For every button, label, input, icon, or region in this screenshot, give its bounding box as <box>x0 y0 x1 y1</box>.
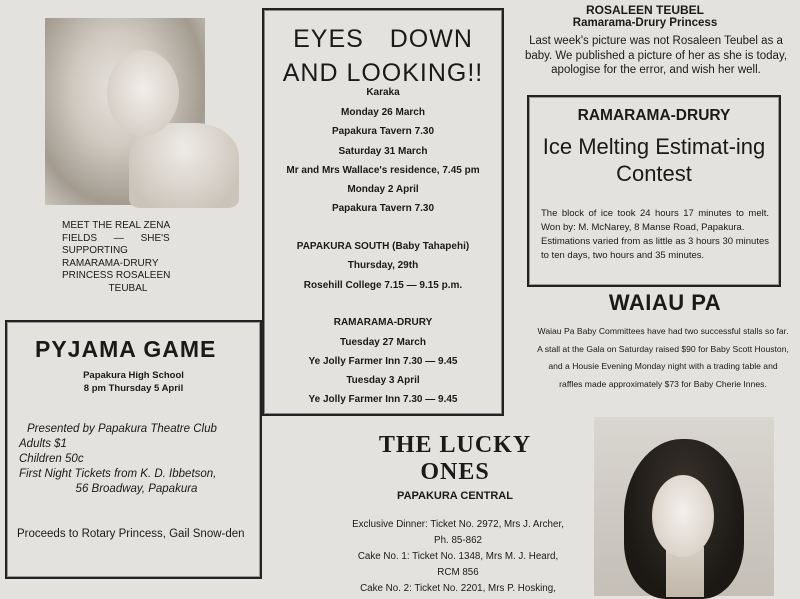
ice-contest-paragraph: The block of ice took 24 hours 17 minutes to melt. Won by: M. McNarey, 8 Manse Road, Papakura. <box>541 208 769 233</box>
rosaleen-subtitle: Ramarama-Drury Princess <box>572 17 718 29</box>
eyes-down-line: Thursday, 29th <box>347 260 419 271</box>
zena-caption-line: SUPPORTING <box>62 245 128 256</box>
pyjama-game-time: 8 pm Thursday 5 April <box>83 383 184 394</box>
ice-contest-title: Ice Melting Estimat-ing Contest <box>542 134 766 186</box>
lucky-ones-line: Cake No. 2: Ticket No. 2201, Mrs P. Hosking, <box>360 583 556 594</box>
pyjama-game-title: PYJAMA GAME <box>35 336 217 362</box>
eyes-down-line: Tuesday 3 April <box>346 375 420 386</box>
lucky-ones-line: Cake No. 1: Ticket No. 1348, Mrs M. J. Heard, <box>357 551 559 562</box>
pyjama-game-detail-line: 56 Broadway, Papakura <box>75 483 198 495</box>
eyes-down-line: Monday 2 April <box>347 184 419 195</box>
eyes-down-line: Ye Jolly Farmer Inn 7.30 — 9.45 <box>308 394 458 405</box>
lucky-ones-line: Exclusive Dinner: Ticket No. 2972, Mrs J. Archer, <box>352 519 564 530</box>
lucky-ones-body <box>338 517 578 597</box>
pyjama-game-detail-line: Presented by Papakura Theatre Club <box>27 423 217 435</box>
rosaleen-title: ROSALEEN TEUBEL <box>585 3 704 17</box>
waiau-body: Waiau Pa Baby Committees have had two successful stalls so far. A stall at the Gala on Saturday raised $90 for Baby Scott Houston, and a Housie Evening Monday night with a trading table and raffles made approximately $73 for Baby Cherie Innes. <box>537 326 789 389</box>
zena-caption-line: TEUBAL <box>108 282 148 294</box>
lucky-ones-title <box>340 432 570 486</box>
zena-caption-line: PRINCESS ROSALEEN <box>62 270 171 281</box>
waiau-title: WAIAU PA <box>608 290 722 315</box>
pyjama-game-detail-line: Adults $1 <box>19 438 67 450</box>
eyes-down-line: Karaka <box>366 87 400 98</box>
ice-contest-box <box>527 95 781 287</box>
eyes-down-title-line: AND LOOKING!! <box>282 59 484 87</box>
lucky-ones-line: RCM 856 <box>437 567 479 578</box>
zena-caption <box>62 220 194 295</box>
lucky-ones-line: Ph. 85-862 <box>434 535 482 546</box>
lucky-ones-title-line: THE LUCKY <box>378 432 532 458</box>
lucky-ones-title-line: ONES <box>420 459 490 485</box>
zena-caption-line: RAMARAMA-DRURY <box>62 257 159 269</box>
pyjama-game-detail-line: First Night Tickets from K. D. Ibbetson, <box>19 468 217 480</box>
eyes-down-line: Saturday 31 March <box>338 146 428 157</box>
pyjama-game-detail-line: Children 50c <box>19 453 84 465</box>
eyes-down-line: Tuesday 27 March <box>340 337 426 348</box>
baby-photo-face <box>107 50 179 136</box>
pyjama-game-details <box>19 422 254 497</box>
eyes-down-line: Ye Jolly Farmer Inn 7.30 — 9.45 <box>308 356 458 367</box>
pyjama-game-box <box>5 320 262 579</box>
woman-photo <box>594 417 774 596</box>
woman-photo-face <box>652 475 714 557</box>
rosaleen-body: Last week's picture was not Rosaleen Teubel as a baby. We published a picture of her as she is today, apologise for the error, and wish her well. <box>524 35 788 76</box>
ice-contest-body <box>541 207 769 263</box>
eyes-down-line: Rosehill College 7.15 — 9.15 p.m. <box>303 280 463 291</box>
pyjama-game-venue: Papakura High School <box>83 370 184 381</box>
eyes-down-line: Monday 26 March <box>341 107 425 118</box>
eyes-down-line: Mr and Mrs Wallace's residence, 7.45 pm <box>286 165 480 176</box>
lucky-ones-subtitle: PAPAKURA CENTRAL <box>397 490 513 502</box>
ice-contest-heading: RAMARAMA-DRURY <box>577 107 731 124</box>
eyes-down-line: RAMARAMA-DRURY <box>333 317 433 328</box>
baby-photo <box>45 18 205 205</box>
eyes-down-line: PAPAKURA SOUTH (Baby Tahapehi) <box>296 241 470 252</box>
zena-caption-line: FIELDS — SHE'S <box>62 232 170 244</box>
eyes-down-line: Papakura Tavern 7.30 <box>331 203 435 214</box>
eyes-down-line: Papakura Tavern 7.30 <box>331 126 435 137</box>
ice-contest-paragraph: Estimations varied from as little as 3 hours 30 minutes to ten days, two hours and 35 minutes. <box>541 236 769 261</box>
eyes-down-title-line: EYES DOWN <box>293 25 473 53</box>
eyes-down-box <box>262 8 504 416</box>
zena-caption-line: MEET THE REAL ZENA <box>62 220 171 231</box>
pyjama-game-proceeds: Proceeds to Rotary Princess, Gail Snow-den <box>17 528 245 540</box>
eyes-down-title <box>264 22 502 90</box>
